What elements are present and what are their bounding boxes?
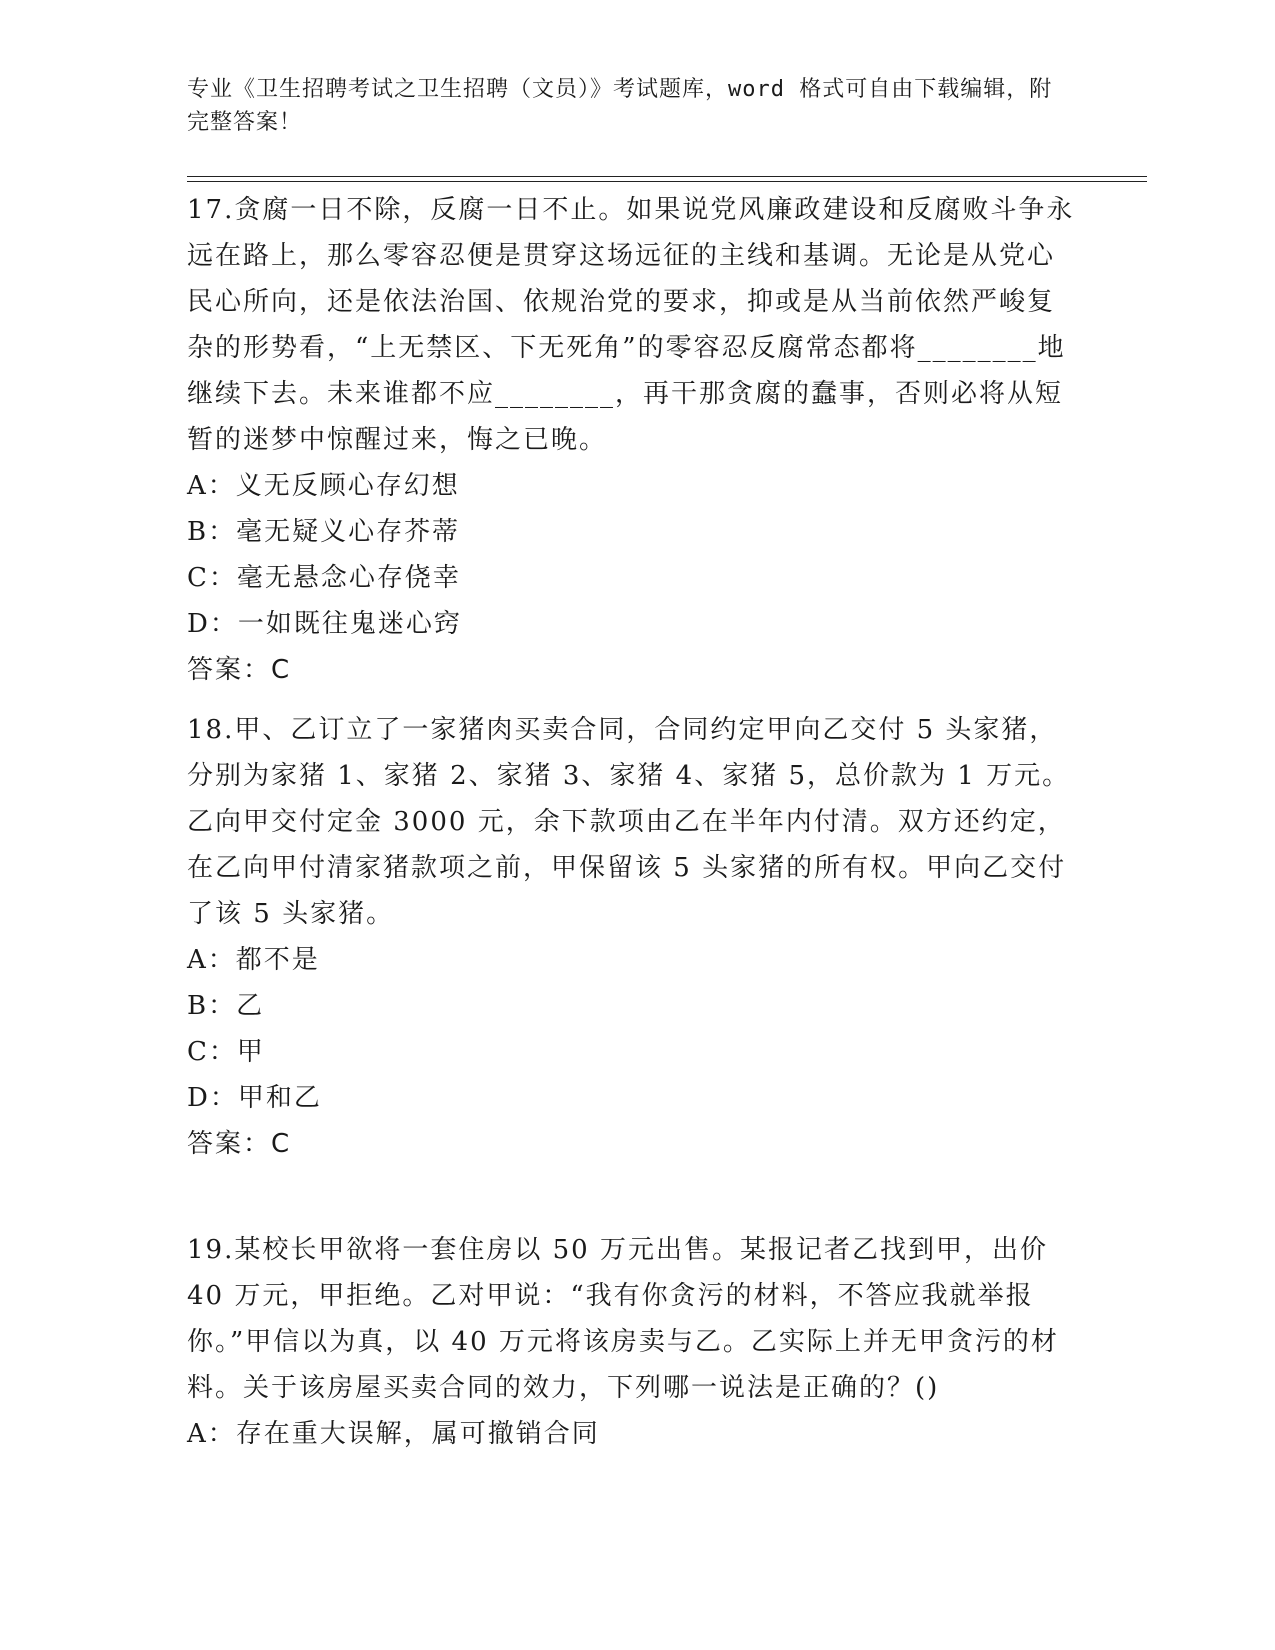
document-header: 专业《卫生招聘考试之卫生招聘（文员）》考试题库，word 格式可自由下载编辑，附完整答案！ <box>187 77 1053 135</box>
option-c: C：毫无悬念心存侥幸 <box>187 563 461 593</box>
question-17 <box>187 187 1077 693</box>
question-text: 18.甲、乙订立了一家猪肉买卖合同，合同约定甲向乙交付 5 头家猪，分别为家猪 1、家猪 2、家猪 3、家猪 4、家猪 5，总价款为 1 万元。乙向甲交付定金 3000 元，余下款项由乙在半年内付清。双方还约定，在乙向甲付清家猪款项之前，甲保留该 5 头家猪的所有权。甲向乙交付了该 5 头家猪。 <box>187 715 1071 929</box>
option-c: C：甲 <box>187 1037 265 1067</box>
question-text: 19.某校长甲欲将一套住房以 50 万元出售。某报记者乙找到甲，出价 40 万元，甲拒绝。乙对甲说：“我有你贪污的材料，不答应我就举报你。”甲信以为真，以 40 万元将该房卖与乙。乙实际上并无甲贪污的材料。关于该房屋买卖合同的效力，下列哪一说法是正确的？() <box>187 1235 1059 1403</box>
question-19 <box>187 1227 1077 1457</box>
header-divider-bottom <box>187 181 1147 182</box>
option-d: D：甲和乙 <box>187 1083 322 1113</box>
question-18 <box>187 707 1077 1167</box>
option-d: D：一如既往鬼迷心窍 <box>187 609 462 639</box>
question-text: 17.贪腐一日不除，反腐一日不止。如果说党风廉政建设和反腐败斗争永远在路上，那么零容忍便是贯穿这场远征的主线和基调。无论是从党心民心所向，还是依法治国、依规治党的要求，抑或是从当前依然严峻复杂的形势看，“上无禁区、下无死角”的零容忍反腐常态都将________地继续下去。未来谁都不应________，再干那贪腐的蠢事，否则必将从短暂的迷梦中惊醒过来，悔之已晚。 <box>187 195 1075 455</box>
answer-line: 答案：C <box>187 1129 292 1159</box>
option-b: B：毫无疑义心存芥蒂 <box>187 517 461 547</box>
option-a: A：都不是 <box>187 945 320 975</box>
answer-line: 答案：C <box>187 655 292 685</box>
option-a: A：义无反顾心存幻想 <box>187 471 460 501</box>
header-divider-top <box>187 176 1147 177</box>
option-a: A：存在重大误解，属可撤销合同 <box>187 1419 600 1449</box>
option-b: B：乙 <box>187 991 265 1021</box>
